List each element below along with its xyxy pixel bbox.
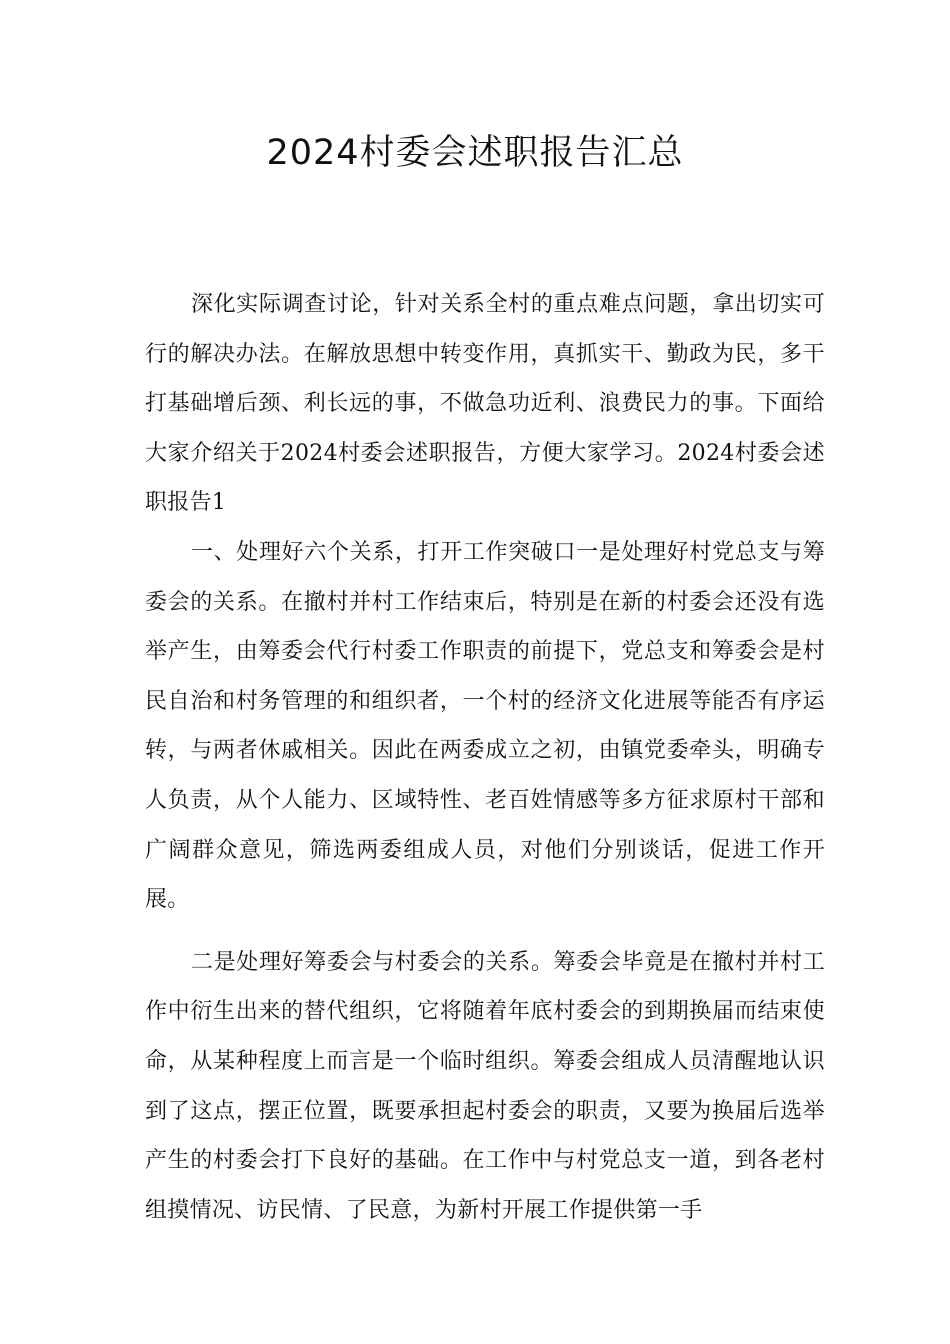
document-body (145, 280, 825, 1235)
document-title: 2024村委会述职报告汇总 (266, 133, 684, 173)
paragraph-relationship-one: 一、处理好六个关系，打开工作突破口一是处理好村党总支与筹委会的关系。在撤村并村工作结束后，特别是在新的村委会还没有选举产生，由筹委会代行村委工作职责的前提下，党总支和筹委会是村民自治和村务管理的和组织者，一个村的经济文化进展等能否有序运转，与两者休戚相关。因此在两委成立之初，由镇党委牵头，明确专人负责，从个人能力、区域特性、老百姓情感等多方征求原村干部和广阔群众意见，筛选两委组成人员，对他们分别谈话，促进工作开展。 (145, 539, 825, 913)
paragraph-relationship-two: 二是处理好筹委会与村委会的关系。筹委会毕竟是在撤村并村工作中衍生出来的替代组织，它将随着年底村委会的到期换届而结束使命，从某种程度上而言是一个临时组织。筹委会组成人员清醒地认识到了这点，摆正位置，既要承担起村委会的职责，又要为换届后选举产生的村委会打下良好的基础。在工作中与村党总支一道，到各老村组摸情况、访民情、了民意，为新村开展工作提供第一手 (145, 949, 825, 1223)
paragraph-intro: 深化实际调查讨论，针对关系全村的重点难点问题，拿出切实可行的解决办法。在解放思想中转变作用，真抓实干、勤政为民，多干打基础增后颈、利长远的事，不做急功近利、浪费民力的事。下面给大家介绍关于2024村委会述职报告，方便大家学习。2024村委会述职报告1 (145, 292, 825, 516)
